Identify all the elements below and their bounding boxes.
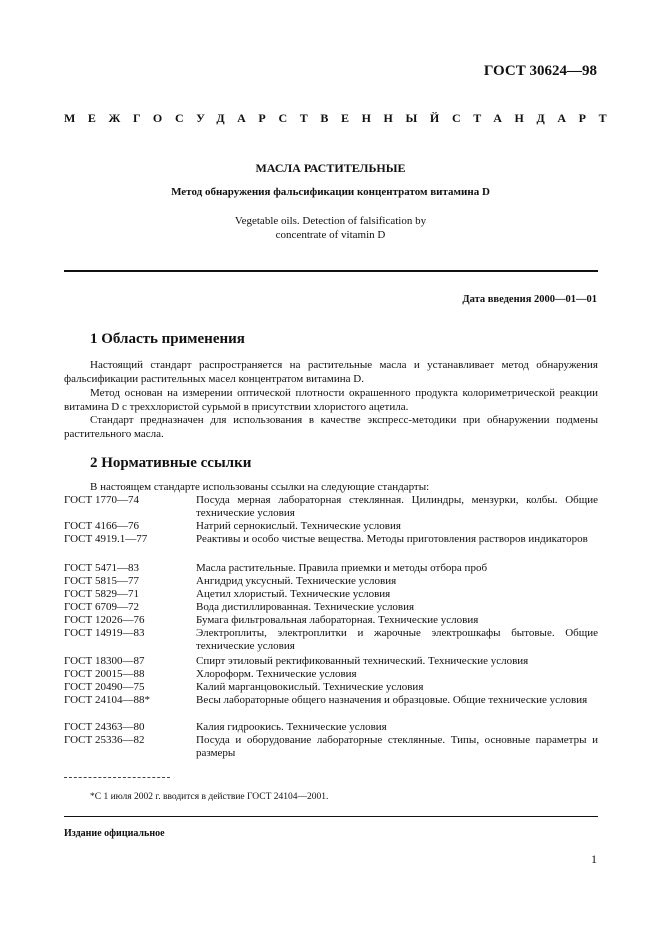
introduction-date: Дата введения 2000—01—01 (462, 294, 597, 305)
reference-code: ГОСТ 1770—74 (64, 494, 139, 506)
section-1-paragraph: Стандарт предназначен для использования в качестве экспресс-методики при обнаружении подмены растительного масла. (64, 414, 598, 440)
document-subtitle: Метод обнаружения фальсификации концентратом витамина D (171, 186, 490, 198)
reference-row (64, 681, 598, 694)
reference-code: ГОСТ 18300—87 (64, 655, 145, 667)
reference-code: ГОСТ 5471—83 (64, 562, 139, 574)
reference-row (64, 520, 598, 533)
reference-title: Посуда и оборудование лабораторные стеклянные. Типы, основные параметры и размеры (196, 734, 598, 759)
reference-code: ГОСТ 25336—82 (64, 734, 145, 746)
reference-row (64, 694, 598, 707)
section-1-paragraph: Метод основан на измерении оптической плотности окрашенного продукта колориметрической реакции витамина D с треххлористой сурьмой в присутствии хлористого ацетила. (64, 387, 598, 413)
reference-row (64, 533, 598, 546)
reference-row (64, 614, 598, 627)
reference-row (64, 588, 598, 601)
english-title-line1: Vegetable oils. Detection of falsification by (234, 215, 427, 227)
reference-row (64, 721, 598, 734)
footnote-separator (64, 777, 170, 778)
reference-row (64, 575, 598, 588)
reference-row (64, 668, 598, 681)
section-1-paragraph: Настоящий стандарт распространяется на растительные масла и устанавливает метод обнаружения фальсификации растительных масел концентратом витамина D. (64, 359, 598, 385)
reference-title: Масла растительные. Правила приемки и методы отбора проб (196, 562, 488, 574)
page-number: 1 (591, 852, 597, 866)
reference-title: Бумага фильтровальная лабораторная. Технические условия (196, 614, 479, 626)
reference-title: Вода дистиллированная. Технические условия (196, 601, 415, 613)
reference-code: ГОСТ 12026—76 (64, 614, 145, 626)
reference-code: ГОСТ 4919.1—77 (64, 533, 148, 545)
reference-title: Калий марганцовокислый. Технические условия (196, 681, 424, 693)
footer-rule (64, 816, 598, 817)
reference-title: Ангидрид уксусный. Технические условия (196, 575, 397, 587)
reference-row (64, 562, 598, 575)
reference-code: ГОСТ 5815—77 (64, 575, 139, 587)
reference-title: Спирт этиловый ректификованный технический. Технические условия (196, 655, 529, 667)
header-rule (64, 270, 598, 272)
reference-code: ГОСТ 24363—80 (64, 721, 145, 733)
footnote: *С 1 июля 2002 г. вводится в действие ГОСТ 24104—2001. (90, 792, 329, 802)
section-2-intro: В настоящем стандарте использованы ссылки на следующие стандарты: (90, 481, 430, 493)
reference-row (64, 494, 598, 520)
reference-title: Весы лабораторные общего назначения и образцовые. Общие технические условия (196, 694, 588, 706)
header-left-word: МЕЖГОСУДАРСТВЕННЫЙ (64, 111, 452, 125)
reference-title: Реактивы и особо чистые вещества. Методы приготовления растворов индикаторов (196, 533, 588, 545)
header-right-word: СТАНДАРТ (452, 111, 620, 125)
reference-title: Натрий сернокислый. Технические условия (196, 520, 401, 532)
document-title: МАСЛА РАСТИТЕЛЬНЫЕ (255, 161, 406, 175)
official-edition-label: Издание официальное (64, 828, 165, 839)
reference-title: Ацетил хлористый. Технические условия (196, 588, 391, 600)
reference-title: Калия гидроокись. Технические условия (196, 721, 387, 733)
reference-code: ГОСТ 14919—83 (64, 627, 145, 639)
reference-code: ГОСТ 20490—75 (64, 681, 145, 693)
english-title-line2: concentrate of vitamin D (275, 229, 386, 241)
reference-code: ГОСТ 24104—88* (64, 694, 150, 706)
reference-code: ГОСТ 5829—71 (64, 588, 139, 600)
reference-row (64, 601, 598, 614)
reference-row (64, 655, 598, 668)
reference-row (64, 627, 598, 653)
section-1-heading: 1 Область применения (90, 331, 245, 347)
reference-code: ГОСТ 4166—76 (64, 520, 139, 532)
reference-code: ГОСТ 20015—88 (64, 668, 145, 680)
gost-number: ГОСТ 30624—98 (483, 63, 597, 79)
section-2-heading: 2 Нормативные ссылки (90, 455, 252, 471)
reference-title: Посуда мерная лабораторная стеклянная. Цилиндры, мензурки, колбы. Общие технические условия (196, 494, 598, 519)
reference-code: ГОСТ 6709—72 (64, 601, 139, 613)
reference-title: Хлороформ. Технические условия (196, 668, 357, 680)
reference-title: Электроплиты, электроплитки и жарочные электрошкафы бытовые. Общие технические условия (196, 627, 598, 652)
reference-row (64, 734, 598, 760)
